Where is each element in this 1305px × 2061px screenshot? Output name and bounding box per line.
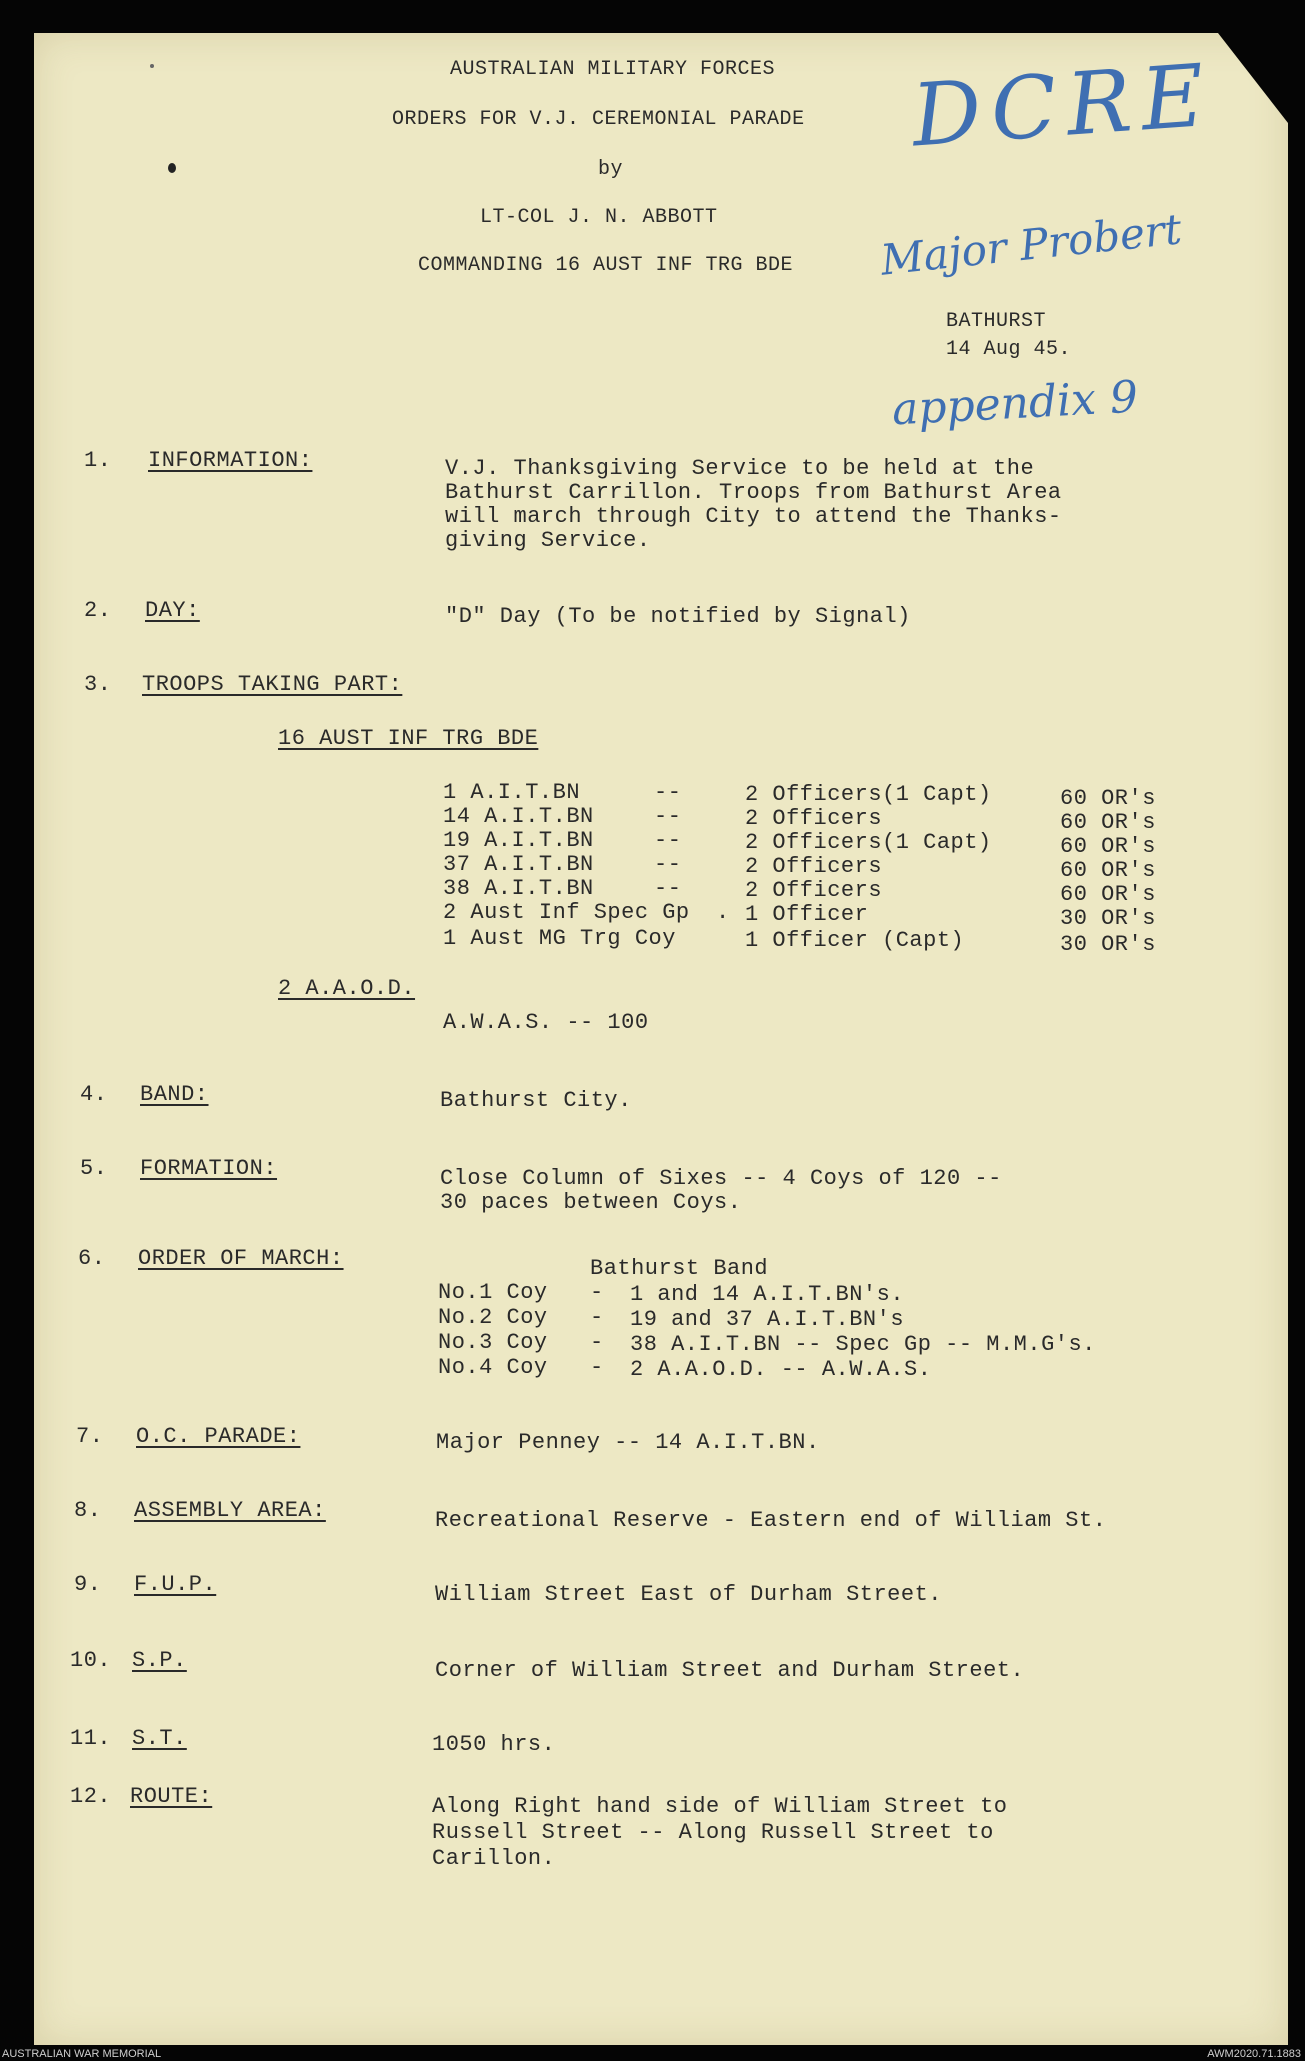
march-sep: - bbox=[590, 1330, 604, 1355]
item-8-text: Recreational Reserve - Eastern end of William St. bbox=[435, 1508, 1107, 1533]
item-10-text: Corner of William Street and Durham Street. bbox=[435, 1658, 1025, 1683]
item-10-number: 10. bbox=[70, 1648, 112, 1673]
document-page bbox=[34, 33, 1288, 2045]
march-coy: No.2 Coy bbox=[438, 1305, 548, 1330]
item-3-label: TROOPS TAKING PART: bbox=[142, 672, 403, 697]
troops-sep: . bbox=[716, 900, 730, 925]
handwritten-appendix: appendix 9 bbox=[890, 371, 1140, 436]
item-11-label: S.T. bbox=[132, 1726, 187, 1751]
troops-officers: 2 Officers(1 Capt) bbox=[745, 830, 992, 855]
awas-line: A.W.A.S. -- 100 bbox=[443, 1010, 649, 1035]
item-7-label: O.C. PARADE: bbox=[136, 1424, 301, 1449]
header-line-2: ORDERS FOR V.J. CEREMONIAL PARADE bbox=[392, 108, 805, 131]
march-band: Bathurst Band bbox=[590, 1256, 769, 1281]
troops-ors: 60 OR's bbox=[1060, 858, 1156, 883]
item-4-text: Bathurst City. bbox=[440, 1088, 632, 1113]
troops-ors: 60 OR's bbox=[1060, 834, 1156, 859]
header-line-3: by bbox=[598, 158, 624, 181]
troops-officers: 2 Officers bbox=[745, 806, 883, 831]
march-units: 38 A.I.T.BN -- Spec Gp -- M.M.G's. bbox=[630, 1332, 1096, 1357]
troops-ors: 60 OR's bbox=[1060, 810, 1156, 835]
troops-ors: 60 OR's bbox=[1060, 882, 1156, 907]
troops-sep: -- bbox=[654, 780, 682, 805]
item-9-text: William Street East of Durham Street. bbox=[435, 1582, 942, 1607]
march-coy: No.3 Coy bbox=[438, 1330, 548, 1355]
troops-officers: 1 Officer bbox=[745, 902, 869, 927]
march-sep: - bbox=[590, 1305, 604, 1330]
date: 14 Aug 45. bbox=[946, 338, 1072, 361]
troops-ors: 30 OR's bbox=[1060, 932, 1156, 957]
troops-unit: 1 Aust MG Trg Coy bbox=[443, 926, 676, 951]
troops-officers: 1 Officer (Capt) bbox=[745, 928, 965, 953]
troops-ors: 60 OR's bbox=[1060, 786, 1156, 811]
item-2-text: "D" Day (To be notified by Signal) bbox=[445, 604, 911, 629]
march-sep: - bbox=[590, 1280, 604, 1305]
header-line-4: LT-COL J. N. ABBOTT bbox=[480, 206, 718, 229]
item-5-number: 5. bbox=[80, 1156, 108, 1181]
march-coy: No.4 Coy bbox=[438, 1355, 548, 1380]
handwritten-dcre: DCRE bbox=[908, 45, 1218, 167]
troops-unit: 38 A.I.T.BN bbox=[443, 876, 594, 901]
troops-unit: 1 A.I.T.BN bbox=[443, 780, 581, 805]
march-units: 2 A.A.O.D. -- A.W.A.S. bbox=[630, 1357, 932, 1382]
troops-unit: 19 A.I.T.BN bbox=[443, 828, 594, 853]
handwritten-name: Major Probert bbox=[878, 204, 1184, 285]
item-11-text: 1050 hrs. bbox=[432, 1732, 556, 1757]
troops-officers: 2 Officers(1 Capt) bbox=[745, 782, 992, 807]
troops-sep: -- bbox=[654, 804, 682, 829]
troops-officers: 2 Officers bbox=[745, 854, 883, 879]
troops-unit: 14 A.I.T.BN bbox=[443, 804, 594, 829]
item-3-number: 3. bbox=[84, 672, 112, 697]
item-2-label: DAY: bbox=[145, 598, 200, 623]
ink-mark bbox=[168, 163, 176, 173]
place: BATHURST bbox=[946, 310, 1047, 333]
troops-sep: -- bbox=[654, 876, 682, 901]
item-1-label: INFORMATION: bbox=[148, 448, 313, 473]
march-coy: No.1 Coy bbox=[438, 1280, 548, 1305]
troops-sep: -- bbox=[654, 828, 682, 853]
item-1-text-line: Bathurst Carrillon. Troops from Bathurst Area bbox=[445, 480, 1062, 505]
item-1-text-line: V.J. Thanksgiving Service to be held at the bbox=[445, 456, 1035, 481]
troops-officers: 2 Officers bbox=[745, 878, 883, 903]
torn-corner bbox=[1218, 33, 1288, 123]
item-12-text-line: Along Right hand side of William Street to bbox=[432, 1794, 1008, 1819]
footer-credit: AUSTRALIAN WAR MEMORIAL bbox=[2, 2048, 162, 2060]
item-7-text: Major Penney -- 14 A.I.T.BN. bbox=[436, 1430, 820, 1455]
item-1-number: 1. bbox=[84, 448, 112, 473]
item-12-text-line: Russell Street -- Along Russell Street to bbox=[432, 1820, 994, 1845]
troops-unit: 2 Aust Inf Spec Gp bbox=[443, 900, 690, 925]
item-7-number: 7. bbox=[76, 1424, 104, 1449]
troops-unit: 37 A.I.T.BN bbox=[443, 852, 594, 877]
item-5-text-line: Close Column of Sixes -- 4 Coys of 120 -- bbox=[440, 1166, 1002, 1191]
march-units: 1 and 14 A.I.T.BN's. bbox=[630, 1282, 905, 1307]
item-5-label: FORMATION: bbox=[140, 1156, 278, 1181]
aaod-heading: 2 A.A.O.D. bbox=[278, 976, 416, 1001]
item-6-number: 6. bbox=[78, 1246, 106, 1271]
item-1-text-line: giving Service. bbox=[445, 528, 651, 553]
footer-accession: AWM2020.71.1883 bbox=[1207, 2048, 1301, 2060]
item-5-text-line: 30 paces between Coys. bbox=[440, 1190, 742, 1215]
item-11-number: 11. bbox=[70, 1726, 112, 1751]
march-units: 19 and 37 A.I.T.BN's bbox=[630, 1307, 905, 1332]
item-2-number: 2. bbox=[84, 598, 112, 623]
header-line-5: COMMANDING 16 AUST INF TRG BDE bbox=[418, 254, 794, 277]
header-line-1: AUSTRALIAN MILITARY FORCES bbox=[450, 58, 776, 81]
item-10-label: S.P. bbox=[132, 1648, 187, 1673]
item-4-label: BAND: bbox=[140, 1082, 209, 1107]
item-4-number: 4. bbox=[80, 1082, 108, 1107]
item-9-label: F.U.P. bbox=[134, 1572, 217, 1597]
item-8-label: ASSEMBLY AREA: bbox=[134, 1498, 326, 1523]
troops-ors: 30 OR's bbox=[1060, 906, 1156, 931]
troops-sep: -- bbox=[654, 852, 682, 877]
item-12-number: 12. bbox=[70, 1784, 112, 1809]
item-1-text-line: will march through City to attend the Thanks- bbox=[445, 504, 1062, 529]
ink-mark bbox=[150, 64, 154, 68]
item-9-number: 9. bbox=[74, 1572, 102, 1597]
troops-heading: 16 AUST INF TRG BDE bbox=[278, 726, 539, 751]
item-12-label: ROUTE: bbox=[130, 1784, 213, 1809]
item-12-text-line: Carillon. bbox=[432, 1846, 556, 1871]
item-6-label: ORDER OF MARCH: bbox=[138, 1246, 344, 1271]
item-8-number: 8. bbox=[74, 1498, 102, 1523]
march-sep: - bbox=[590, 1355, 604, 1380]
